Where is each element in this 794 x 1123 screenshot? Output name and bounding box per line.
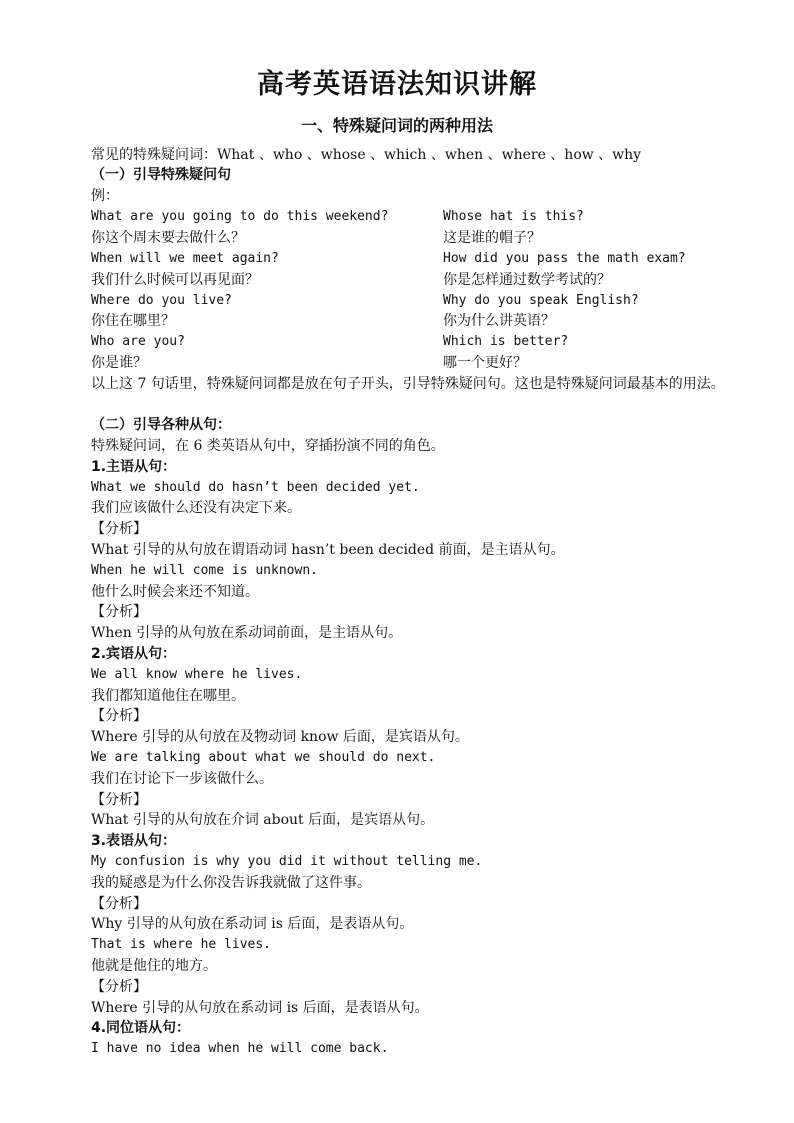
clause-example-en: We are talking about what we should do next. — [91, 750, 436, 765]
example-en: How did you pass the math exam? — [443, 251, 686, 266]
analysis-label: 【分析】 — [91, 896, 147, 912]
clause-heading: 1.主语从句： — [91, 459, 177, 475]
example-zh: 你住在哪里？ — [91, 313, 175, 329]
example-zh: 你是谁？ — [91, 355, 147, 371]
section-heading: 一、特殊疑问词的两种用法 — [300, 116, 493, 135]
analysis-label: 【分析】 — [91, 979, 147, 995]
example-zh: 这是谁的帽子？ — [443, 230, 541, 246]
example-label: 例： — [91, 188, 119, 204]
clause-example-zh: 我的疑惑是为什么你没告诉我就做了这件事。 — [91, 875, 371, 891]
example-en: Where do you live? — [91, 293, 232, 308]
analysis-text: What 引导的从句放在介词 about 后面，是宾语从句。 — [91, 812, 435, 828]
clause-example-en: What we should do hasn’t been decided yet. — [91, 480, 420, 495]
example-zh: 你这个周末要去做什么？ — [91, 230, 245, 246]
example-zh: 哪一个更好？ — [443, 355, 527, 371]
example-en: When will we meet again? — [91, 251, 279, 266]
example-en: Why do you speak English? — [443, 293, 639, 308]
analysis-label: 【分析】 — [91, 708, 147, 724]
analysis-text: When 引导的从句放在系动词前面，是主语从句。 — [91, 625, 403, 641]
example-en: Whose hat is this? — [443, 209, 584, 224]
example-en: What are you going to do this weekend? — [91, 209, 389, 224]
clause-example-zh: 他就是他住的地方。 — [91, 958, 217, 974]
analysis-label: 【分析】 — [91, 521, 147, 537]
part2-heading: （二）引导各种从句： — [91, 417, 231, 433]
summary-paragraph: 以上这 7 句话里，特殊疑问词都是放在句子开头，引导特殊疑问句。这也是特殊疑问词最基本的用法。 — [91, 376, 725, 392]
example-en: Who are you? — [91, 334, 185, 349]
clause-example-zh: 我们在讨论下一步该做什么。 — [91, 771, 273, 787]
part2-intro: 特殊疑问词，在 6 类英语从句中，穿插扮演不同的角色。 — [91, 438, 445, 454]
part1-heading: （一）引导特殊疑问句 — [91, 167, 231, 183]
clause-example-zh: 我们都知道他住在哪里。 — [91, 688, 245, 704]
clause-heading: 3.表语从句： — [91, 833, 177, 849]
clause-example-zh: 我们应该做什么还没有决定下来。 — [91, 500, 301, 516]
example-zh: 我们什么时候可以再见面？ — [91, 272, 259, 288]
analysis-label: 【分析】 — [91, 792, 147, 808]
example-zh: 你为什么讲英语？ — [443, 313, 555, 329]
clause-example-en: My confusion is why you did it without telling me. — [91, 854, 483, 869]
clause-example-zh: 他什么时候会来还不知道。 — [91, 584, 259, 600]
document-title: 高考英语语法知识讲解 — [257, 69, 537, 100]
clause-heading: 4.同位语从句： — [91, 1020, 191, 1036]
clause-example-en: That is where he lives. — [91, 937, 272, 952]
example-zh: 你是怎样通过数学考试的？ — [443, 272, 611, 288]
example-en: Which is better? — [443, 334, 569, 349]
analysis-text: Where 引导的从句放在及物动词 know 后面，是宾语从句。 — [91, 729, 469, 745]
analysis-text: What 引导的从句放在谓语动词 hasn’t been decided 前面，是主语从句。 — [91, 542, 565, 558]
analysis-label: 【分析】 — [91, 604, 147, 620]
analysis-text: Why 引导的从句放在系动词 is 后面，是表语从句。 — [91, 916, 414, 932]
clause-example-en: When he will come is unknown. — [91, 563, 318, 578]
clause-heading: 2.宾语从句： — [91, 646, 177, 662]
clause-example-en: I have no idea when he will come back. — [91, 1041, 389, 1056]
analysis-text: Where 引导的从句放在系动词 is 后面，是表语从句。 — [91, 1000, 429, 1016]
common-words-line: 常见的特殊疑问词：What 、who 、whose 、which 、when 、where 、how 、why — [91, 147, 642, 163]
clause-example-en: We all know where he lives. — [91, 667, 303, 682]
